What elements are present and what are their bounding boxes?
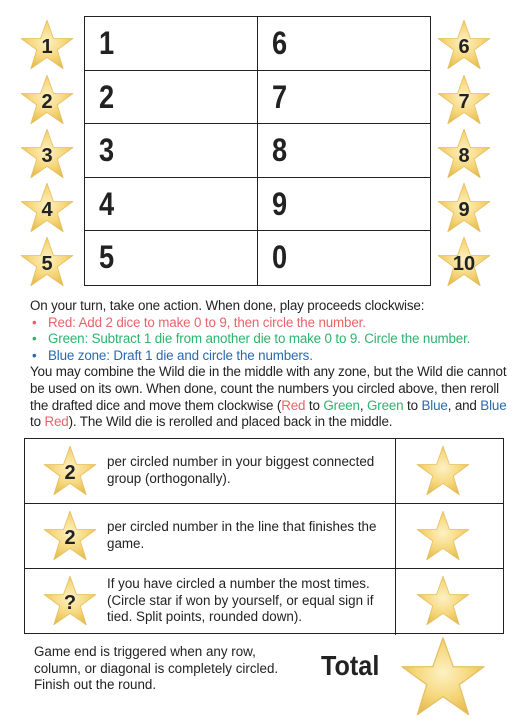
row-star-number: 6: [458, 36, 470, 58]
grid-cell[interactable]: [258, 124, 431, 178]
grid-cell-number: 7: [271, 78, 287, 115]
scoring-description: per circled number in your biggest connected group (orthogonally).: [107, 454, 375, 486]
points-star-icon: 2: [43, 510, 97, 562]
grid-cell-number: 1: [99, 25, 115, 61]
scoring-description: per circled number in the line that finishes the game.: [107, 519, 377, 551]
rules-intro: On your turn, take one action. When done, play proceeds clockwise:: [30, 298, 425, 313]
score-box-star-icon[interactable]: [416, 575, 470, 627]
grid-cell-number: 9: [271, 185, 287, 222]
points-star-icon: ?: [43, 575, 97, 627]
row-star-number: 9: [458, 199, 470, 221]
zone-rules-list: [30, 315, 510, 365]
game-end-text: Game end is triggered when any row, column, or diagonal is completely circled. Finish out the round.: [34, 644, 279, 693]
rules-text: [30, 298, 510, 431]
grid-cell-number: 8: [271, 132, 287, 169]
row-star-number: 2: [41, 91, 53, 113]
grid-cell[interactable]: [258, 71, 431, 125]
grid-cell[interactable]: [85, 124, 258, 178]
row-star-number: 3: [41, 145, 53, 167]
grid-cell[interactable]: [85, 178, 258, 232]
grid-cell-number: 4: [99, 185, 115, 222]
grid-cell[interactable]: [258, 178, 431, 232]
points-star-icon: 2: [43, 445, 97, 497]
grid-cell[interactable]: [85, 231, 258, 285]
row-star-icon[interactable]: [437, 19, 491, 71]
row-star-icon[interactable]: [437, 74, 491, 126]
scoring-row-finishing-line: [25, 504, 503, 569]
scoring-row-biggest-group: [25, 439, 503, 504]
row-star-icon[interactable]: [20, 19, 74, 71]
row-star-icon[interactable]: [20, 182, 74, 234]
scoring-description: If you have circled a number the most times. (Circle star if won by yourself, or equal sign if tied. Split points, rounded down).: [107, 576, 374, 625]
row-star-number: 7: [458, 91, 470, 113]
grid-cell-number: 2: [99, 78, 115, 115]
grid-cell-number: 3: [99, 132, 115, 169]
grid-cell[interactable]: [258, 231, 431, 285]
row-star-number: 8: [458, 145, 470, 167]
row-star-icon[interactable]: [20, 74, 74, 126]
row-star-icon[interactable]: [437, 182, 491, 234]
score-box-star-icon[interactable]: [416, 510, 470, 562]
red-zone-rule: • Red: Add 2 dice to make 0 to 9, then circle the number.: [30, 315, 510, 332]
row-star-number: 4: [41, 199, 53, 221]
row-star-icon[interactable]: [437, 236, 491, 288]
number-grid: [84, 16, 431, 286]
grid-cell-number: 6: [271, 25, 287, 61]
row-star-icon[interactable]: [437, 128, 491, 180]
wild-die-rule: You may combine the Wild die in the middle with any zone, but the Wild die cannot be used on its own. When done, count the numbers you circled above, then reroll the drafted dice and move them clockwise (Red to Green, Green to Blue, and Blue to Red). The Wild die is rerolled and placed back in the middle.: [30, 364, 507, 430]
green-zone-rule: • Green: Subtract 1 die from another die to make 0 to 9. Circle the number.: [30, 331, 510, 348]
grid-cell[interactable]: [85, 17, 258, 71]
row-star-number: 1: [41, 36, 53, 58]
row-star-icon[interactable]: [20, 128, 74, 180]
scoring-row-most-circled: [25, 569, 503, 635]
grid-cell-number: 0: [271, 239, 287, 276]
score-box-star-icon[interactable]: [416, 445, 470, 497]
grid-cell[interactable]: [258, 17, 431, 71]
grid-cell[interactable]: [85, 71, 258, 125]
blue-zone-rule: • Blue zone: Draft 1 die and circle the numbers.: [30, 348, 510, 365]
total-star-icon[interactable]: [400, 636, 486, 718]
scoring-table: [24, 438, 504, 634]
row-star-icon[interactable]: [20, 236, 74, 288]
row-star-number: 10: [452, 253, 476, 275]
row-star-number: 5: [41, 253, 53, 275]
grid-cell-number: 5: [99, 239, 115, 276]
total-label: Total: [321, 650, 380, 681]
